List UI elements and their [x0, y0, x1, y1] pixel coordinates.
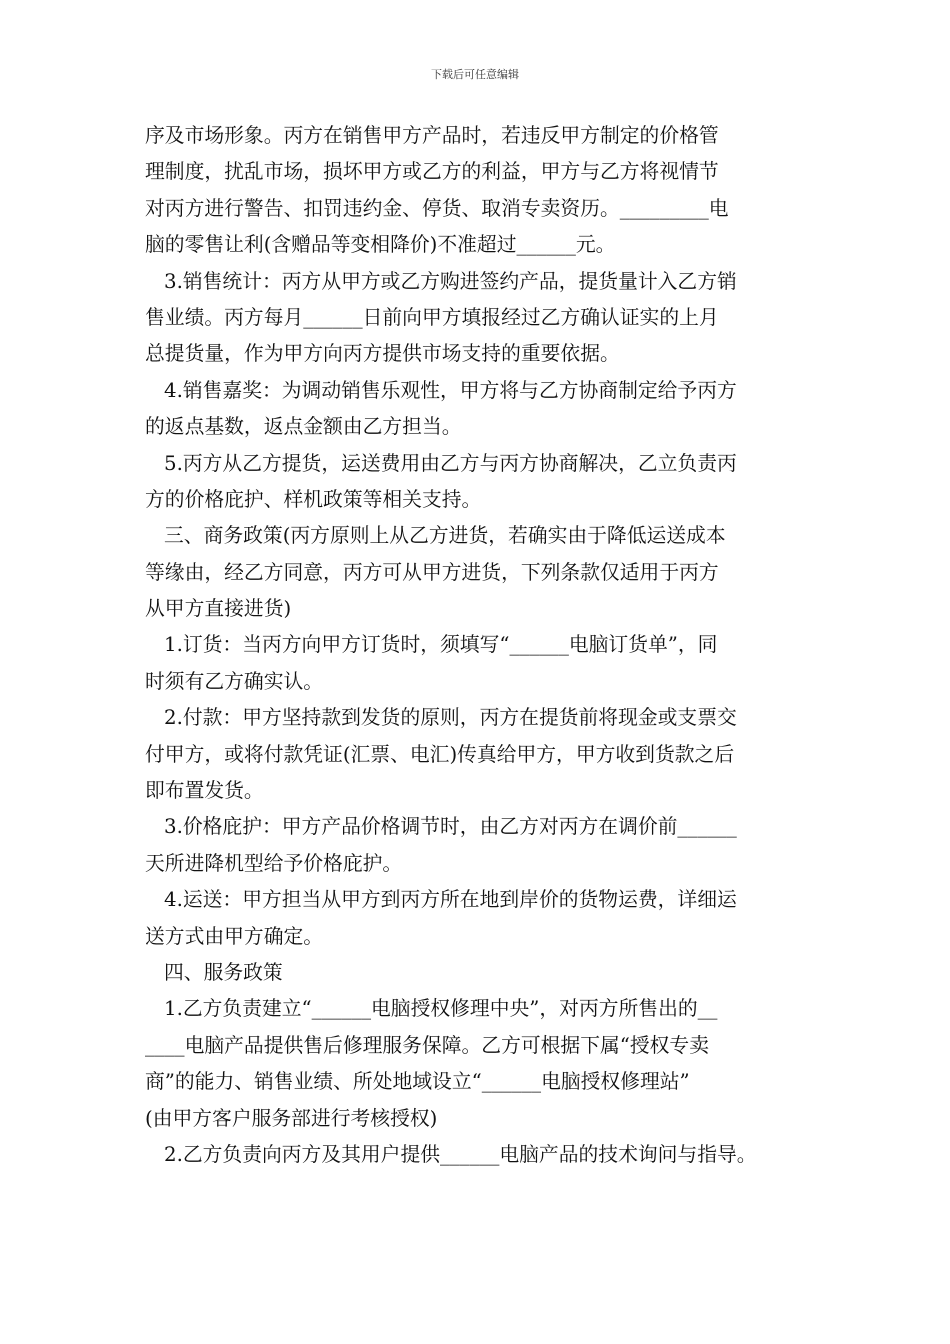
text-line: 售业绩。丙方每月______日前向甲方填报经过乙方确认证实的上月 — [145, 305, 719, 329]
text-line: 5.丙方从乙方提货，运送费用由乙方与丙方协商解决，乙立负责丙 — [164, 451, 737, 475]
text-line: ____电脑产品提供售后修理服务保障。乙方可根据下属“授权专卖 — [145, 1033, 709, 1057]
text-line: 的返点基数，返点金额由乙方担当。 — [145, 415, 462, 439]
text-line: 即布置发货。 — [145, 779, 264, 803]
text-line: 付甲方，或将付款凭证(汇票、电汇)传真给甲方，甲方收到货款之后 — [145, 742, 735, 766]
text-line: 四、服务政策 — [164, 960, 283, 984]
text-line: 理制度，扰乱市场，损坏甲方或乙方的利益，甲方与乙方将视情节 — [145, 160, 719, 184]
text-line: 商”的能力、销售业绩、所处地域设立“______电脑授权修理站” — [145, 1070, 690, 1094]
text-line: 对丙方进行警告、扣罚违约金、停货、取消专卖资历。_________电 — [145, 196, 729, 220]
text-line: 时须有乙方确实认。 — [145, 669, 324, 693]
body-text — [145, 118, 825, 1173]
text-line: 1.订货：当丙方向甲方订货时，须填写“______电脑订货单”，同 — [164, 633, 718, 657]
text-line: 2.付款：甲方坚持款到发货的原则，丙方在提货前将现金或支票交 — [164, 706, 737, 730]
text-line: 脑的零售让利(含赠品等变相降价)不准超过______元。 — [145, 233, 616, 257]
text-line: 2.乙方负责向丙方及其用户提供______电脑产品的技术询问与指导。 — [164, 1142, 757, 1166]
text-line: 4.销售嘉奖：为调动销售乐观性，甲方将与乙方协商制定给予丙方 — [164, 378, 737, 402]
text-line: 序及市场形象。丙方在销售甲方产品时，若违反甲方制定的价格管 — [145, 124, 719, 147]
text-line: 等缘由，经乙方同意，丙方可从甲方进货，下列条款仅适用于丙方 — [145, 560, 719, 584]
text-line: 送方式由甲方确定。 — [145, 924, 324, 948]
text-line: 1.乙方负责建立“______电脑授权修理中央”，对丙方所售出的__ — [164, 997, 718, 1021]
header-note: 下载后可任意编辑 — [431, 68, 519, 81]
text-line: 总提货量，作为甲方向丙方提供市场支持的重要依据。 — [145, 342, 620, 366]
text-line: 天所进降机型给予价格庇护。 — [145, 851, 403, 875]
text-line: 4.运送：甲方担当从甲方到丙方所在地到岸价的货物运费，详细运 — [164, 888, 737, 912]
text-line: 三、商务政策(丙方原则上从乙方进货，若确实由于降低运送成本 — [164, 524, 726, 548]
text-line: 3.销售统计：丙方从甲方或乙方购进签约产品，提货量计入乙方销 — [164, 269, 737, 293]
text-line: 3.价格庇护：甲方产品价格调节时，由乙方对丙方在调价前______ — [164, 815, 737, 839]
text-line: 从甲方直接进货) — [145, 597, 292, 621]
text-line: (由甲方客户服务部进行考核授权) — [145, 1106, 438, 1130]
text-line: 方的价格庇护、样机政策等相关支持。 — [145, 487, 482, 511]
